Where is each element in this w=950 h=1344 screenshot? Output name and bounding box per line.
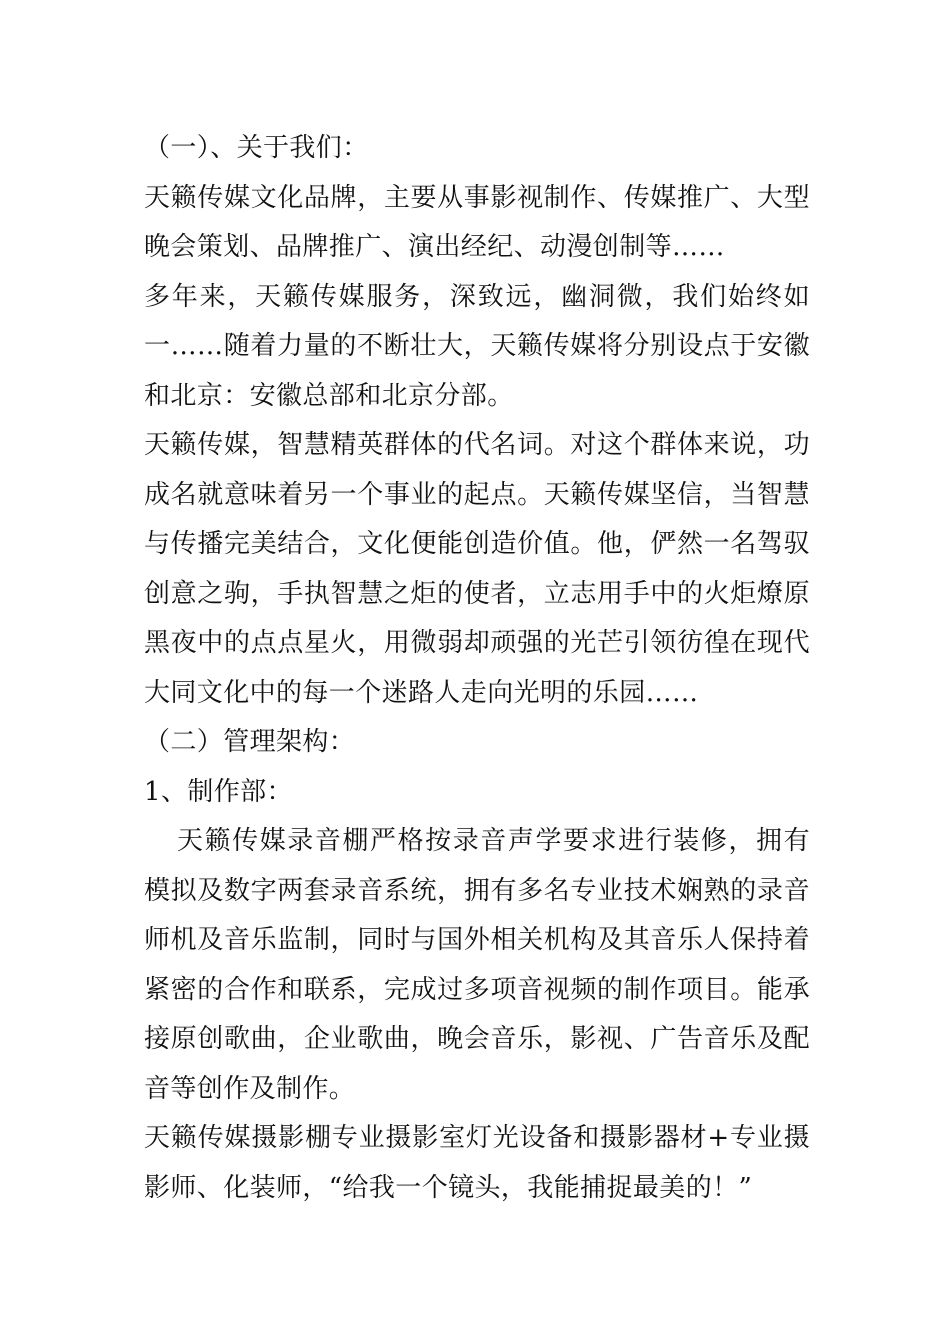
subsection-heading-production: 1、制作部：	[144, 776, 293, 807]
paragraph-recording-studio: 天籁传媒录音棚严格按录音声学要求进行装修，拥有模拟及数字两套录音系统，拥有多名专业技术娴熟的录音师机及音乐监制，同时与国外相关机构及其音乐人保持着紧密的合作和联系，完成过多项音视频的制作项目。能承接原创歌曲，企业歌曲，晚会音乐，影视、广告音乐及配音等创作及制作。	[144, 826, 810, 1104]
paragraph-philosophy: 天籁传媒，智慧精英群体的代名词。对这个群体来说，功成名就意味着另一个事业的起点。天籁传媒坚信，当智慧与传播完美结合，文化便能创造价值。他，俨然一名驾驭创意之驹，手执智慧之炬的使者，立志用手中的火炬燎原黑夜中的点点星火，用微弱却顽强的光芒引领彷徨在现代大同文化中的每一个迷路人走向光明的乐园……	[144, 430, 810, 708]
paragraph-history: 多年来，天籁传媒服务，深致远，幽洞微，我们始终如一……随着力量的不断壮大，天籁传媒将分别设点于安徽和北京：安徽总部和北京分部。	[144, 281, 810, 411]
paragraph-business-scope: 天籁传媒文化品牌，主要从事影视制作、传媒推广、大型晚会策划、品牌推广、演出经纪、动漫创制等……	[144, 182, 810, 262]
document-body	[144, 124, 810, 1213]
paragraph-photo-studio: 天籁传媒摄影棚专业摄影室灯光设备和摄影器材+专业摄影师、化装师，“给我一个镜头，我能捕捉最美的！”	[144, 1123, 810, 1203]
section-heading-about-us: （一）、关于我们：	[144, 133, 369, 163]
section-heading-management: （二）管理架构：	[144, 727, 356, 757]
